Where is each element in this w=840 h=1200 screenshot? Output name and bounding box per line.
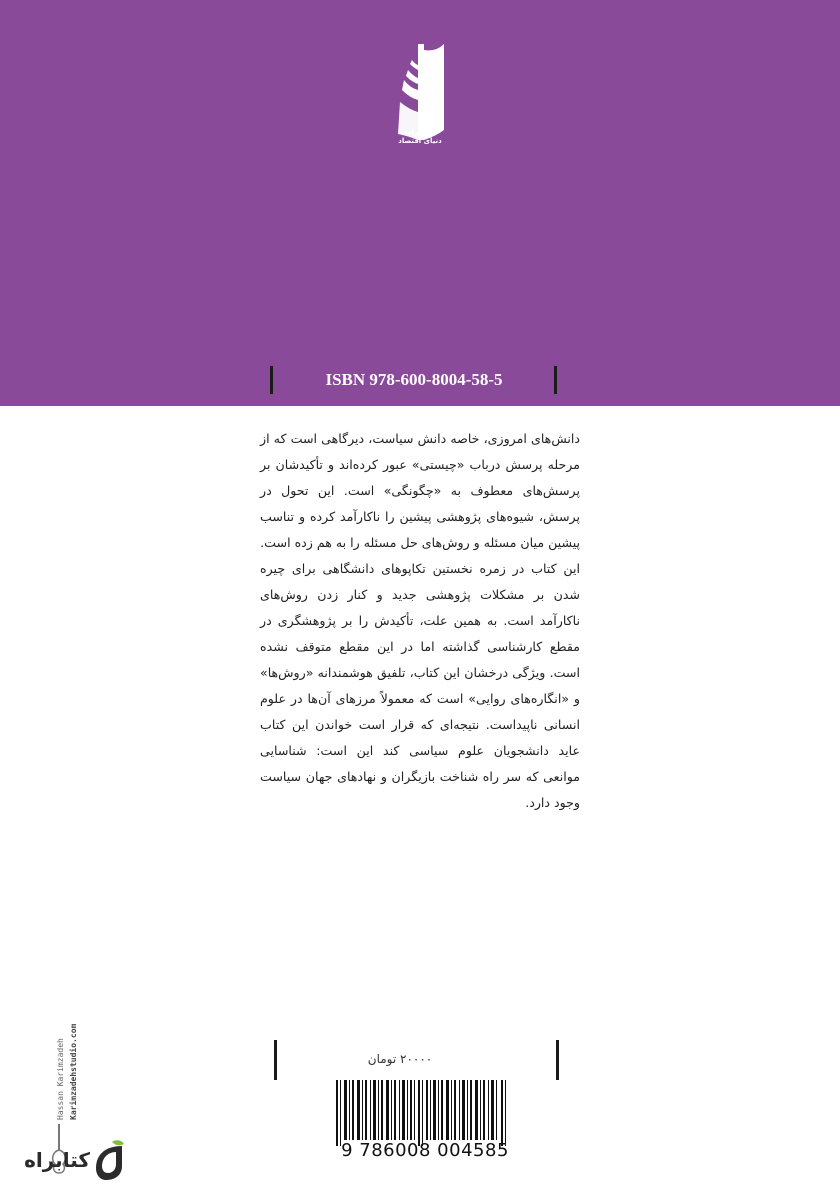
isbn-left-bar: [270, 366, 273, 394]
barcode-number: 9 786008 004585: [341, 1140, 509, 1161]
price-left-bar: [274, 1040, 277, 1080]
designer-name: Hassan Karimzadeh: [56, 1038, 65, 1120]
designer-site: Karimzadehstudio.com: [69, 1023, 78, 1120]
ketabrah-logo-icon: [92, 1140, 126, 1182]
publisher-name: [380, 128, 460, 146]
blurb-paragraph-2: این کتاب در زمره نخستین تکاپوهای دانشگاهی برای چیره شدن بر مشکلات پژوهشی جدید و کنار زدن روش‌های ناکارآمد است. به همین علت، تأکیدش را بر پژوهشگری در مقطع کارشناسی گذاشته اما در این مقطع متوقف نشده است. ویژگی درخشان این کتاب، تلفیق هوشمندانه «روش‌ها» و «انگاره‌های روایی» است که معمولاً مرزهای آن‌ها در علوم انسانی ناپیداست. نتیجه‌ای که قرار است خواندن این کتاب عاید دانشجویان علوم سیاسی کند این است: شناسایی موانعی که سر راه شناخت بازیگران و نهادهای جهان سیاست وجود دارد.: [260, 561, 580, 810]
price-label: ۲۰۰۰۰ تومان: [367, 1052, 433, 1066]
publisher-line2: دنیای اقتصاد: [398, 137, 442, 145]
isbn-label: ISBN 978-600-8004-58-5: [325, 370, 503, 389]
publisher-line1: انتشارات: [404, 128, 436, 136]
isbn-right-bar: [554, 366, 557, 394]
price-right-bar: [556, 1040, 559, 1080]
watermark-text: کتابراه: [24, 1148, 90, 1172]
blurb-paragraph-1: دانش‌های امروزی، خاصه دانش سیاست، دیرگاهی است که از مرحله پرسش درباب «چیستی» عبور کرده‌اند و تأکیدشان بر پرسش‌های معطوف به «چگونگی» است. این تحول در پرسش، شیوه‌های پژوهشی پیشین را ناکارآمد کرده و تناسب پیشین میان مسئله و روش‌های حل مسئله را به هم زده است.: [260, 431, 580, 550]
